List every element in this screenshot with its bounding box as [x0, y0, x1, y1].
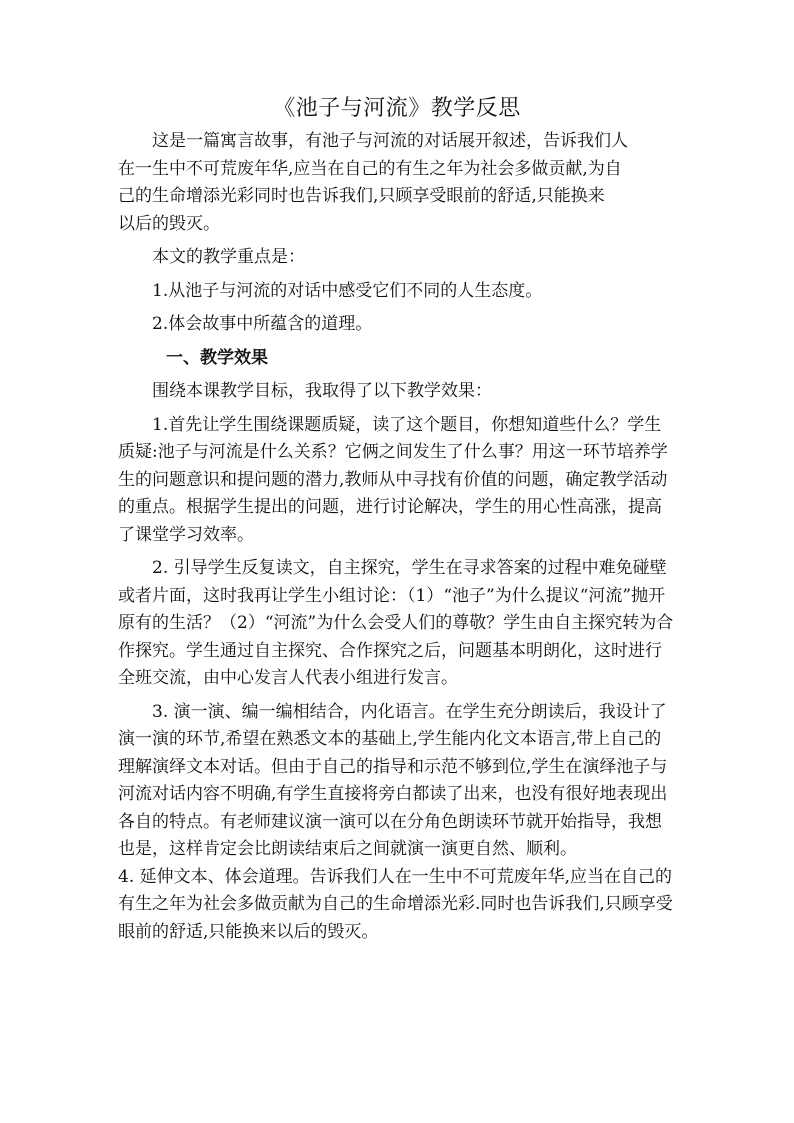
focus-heading: 本文的教学重点是：	[152, 247, 305, 267]
intro-paragraph	[118, 128, 678, 238]
intro-line: 在一生中不可荒废年华,应当在自己的有生之年为社会多做贡献,为自	[118, 158, 622, 179]
effect-point-2: 2. 引导学生反复读文，自主探究，学生在寻求答案的过程中难免碰壁或者片面，这时我再让学生小组讨论：（1）“池子”为什么提议“河流”抛开原有的生活？（2）“河流”为什么会受人们的尊敬？学生由自主探究转为合作探究。学生通过自主探究、合作探究之后，问题基本明朗化，这时进行全班交流，由中心发言人代表小组进行发言。	[118, 558, 674, 688]
intro-line: 这是一篇寓言故事，有池子与河流的对话展开叙述，告诉我们人	[152, 131, 628, 151]
document-body	[118, 128, 678, 946]
intro-line: 以后的毁灭。	[118, 213, 220, 234]
section-intro: 围绕本课教学目标，我取得了以下教学效果：	[152, 381, 492, 401]
intro-line: 己的生命增添光彩同时也告诉我们,只顾享受眼前的舒适,只能换来	[118, 186, 605, 206]
focus-item: 2.体会故事中所蕴含的道理。	[152, 314, 373, 334]
focus-item: 1.从池子与河流的对话中感受它们不同的人生态度。	[152, 280, 543, 301]
section-heading: 一、教学效果	[166, 347, 268, 368]
effect-point-3: 3. 演一演、编一编相结合，内化语言。在学生充分朗读后，我设计了演一演的环节,希望在熟悉文本的基础上,学生能内化文本语言,带上自己的理解演绎文本对话。但由于自己的指导和示范不够到位,学生在演绎池子与河流对话内容不明确,有学生直接将旁白都读了出来，也没有很好地表现出各自的特点。有老师建议演一演可以在分角色朗读环节就开始指导，我想也是，这样肯定会比朗读结束后之间就演一演更自然、顺利。	[118, 701, 668, 859]
effect-point-4: 4. 延伸文本、体会道理。告诉我们人在一生中不可荒废年华,应当在自己的有生之年为社会多做贡献为自己的生命增添光彩.同时也告诉我们,只顾享受眼前的舒适,只能换来以后的毁灭。	[118, 866, 673, 942]
page-title: 《池子与河流》教学反思	[273, 96, 521, 121]
effect-point-1: 1.首先让学生围绕课题质疑，读了这个题目，你想知道些什么？学生质疑:池子与河流是什么关系？它俩之间发生了什么事？用这一环节培养学生的问题意识和提问题的潜力,教师从中寻找有价值的问题，确定教学活动的重点。根据学生提出的问题，进行讨论解决，学生的用心性高涨，提高了课堂学习效率。	[118, 414, 668, 545]
